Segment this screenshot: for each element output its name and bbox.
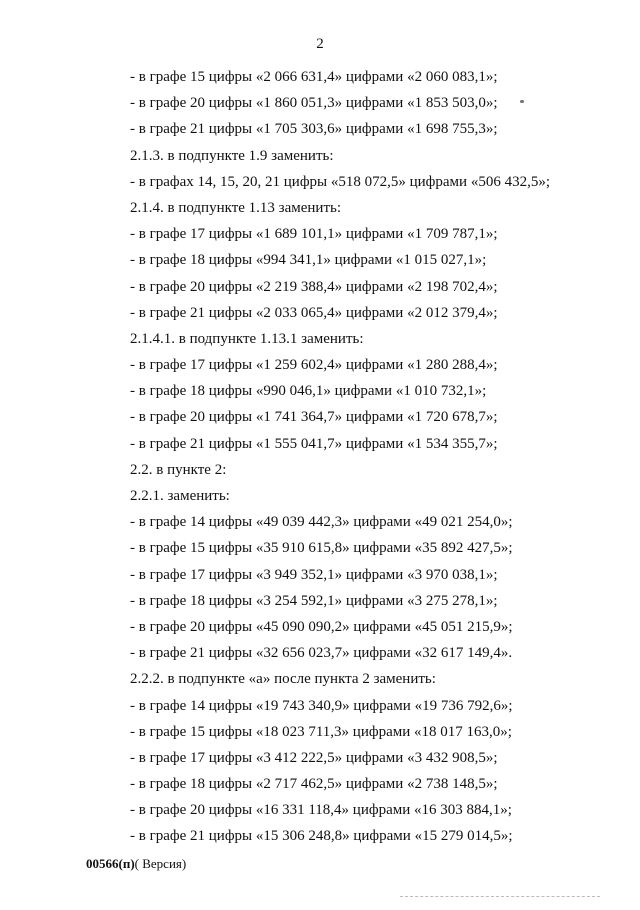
list-item: - в графе 21 цифры «1 555 041,7» цифрами «1 534 355,7»; (130, 435, 498, 452)
list-item: - в графе 21 цифры «32 656 023,7» цифрами «32 617 149,4». (130, 645, 513, 662)
list-item: - в графе 17 цифры «3 949 352,1» цифрами «3 970 038,1»; (130, 566, 498, 583)
list-item: - в графе 20 цифры «2 219 388,4» цифрами «2 198 702,4»; (130, 278, 498, 295)
list-item: - в графе 15 цифры «18 023 711,3» цифрами «18 017 163,0»; (130, 723, 512, 740)
list-item: - в графе 18 цифры «2 717 462,5» цифрами «2 738 148,5»; (130, 776, 498, 793)
list-item: - в графе 18 цифры «3 254 592,1» цифрами «3 275 278,1»; (130, 592, 498, 609)
scan-artifact (520, 100, 524, 103)
list-item: - в графе 20 цифры «16 331 118,4» цифрами «16 303 884,1»; (130, 802, 512, 819)
list-item: - в графе 20 цифры «1 741 364,7» цифрами «1 720 678,7»; (130, 409, 498, 426)
scan-edge-line (400, 896, 600, 898)
list-item: - в графе 21 цифры «15 306 248,8» цифрами «15 279 014,5»; (130, 828, 513, 845)
list-item: - в графе 20 цифры «1 860 051,3» цифрами «1 853 503,0»; (130, 95, 498, 112)
list-item: - в графе 15 цифры «35 910 615,8» цифрами «35 892 427,5»; (130, 540, 513, 557)
list-item: - в графе 17 цифры «3 412 222,5» цифрами «3 432 908,5»; (130, 749, 498, 766)
list-item: - в графе 18 цифры «990 046,1» цифрами «1 010 732,1»; (130, 383, 487, 400)
page-number: 2 (316, 36, 324, 52)
amendment-list (0, 64, 640, 850)
section-heading: 2.1.4. в подпункте 1.13 заменить: (130, 199, 342, 216)
list-item: - в графе 18 цифры «994 341,1» цифрами «1 015 027,1»; (130, 252, 487, 269)
section-heading: 2.1.3. в подпункте 1.9 заменить: (130, 147, 334, 164)
section-heading: 2.2.2. в подпункте «а» после пункта 2 заменить: (130, 671, 436, 688)
section-heading: 2.2. в пункте 2: (130, 461, 227, 478)
version-label: ( Версия) (134, 856, 187, 871)
list-item: - в графе 21 цифры «2 033 065,4» цифрами «2 012 379,4»; (130, 304, 498, 321)
document-footer (86, 856, 186, 872)
list-item: - в графе 17 цифры «1 689 101,1» цифрами «1 709 787,1»; (130, 226, 498, 243)
section-heading: 2.1.4.1. в подпункте 1.13.1 заменить: (130, 330, 364, 347)
list-item: - в графах 14, 15, 20, 21 цифры «518 072,5» цифрами «506 432,5»; (130, 173, 550, 190)
list-item: - в графе 17 цифры «1 259 602,4» цифрами «1 280 288,4»; (130, 357, 498, 374)
list-item: - в графе 20 цифры «45 090 090,2» цифрами «45 051 215,9»; (130, 618, 513, 635)
section-heading: 2.2.1. заменить: (130, 488, 230, 504)
list-item: - в графе 14 цифры «49 039 442,3» цифрами «49 021 254,0»; (130, 514, 513, 531)
document-code: 00566(п) (86, 856, 135, 871)
list-item: - в графе 21 цифры «1 705 303,6» цифрами «1 698 755,3»; (130, 121, 498, 138)
list-item: - в графе 15 цифры «2 066 631,4» цифрами «2 060 083,1»; (130, 69, 498, 85)
list-item: - в графе 14 цифры «19 743 340,9» цифрами «19 736 792,6»; (130, 697, 513, 714)
